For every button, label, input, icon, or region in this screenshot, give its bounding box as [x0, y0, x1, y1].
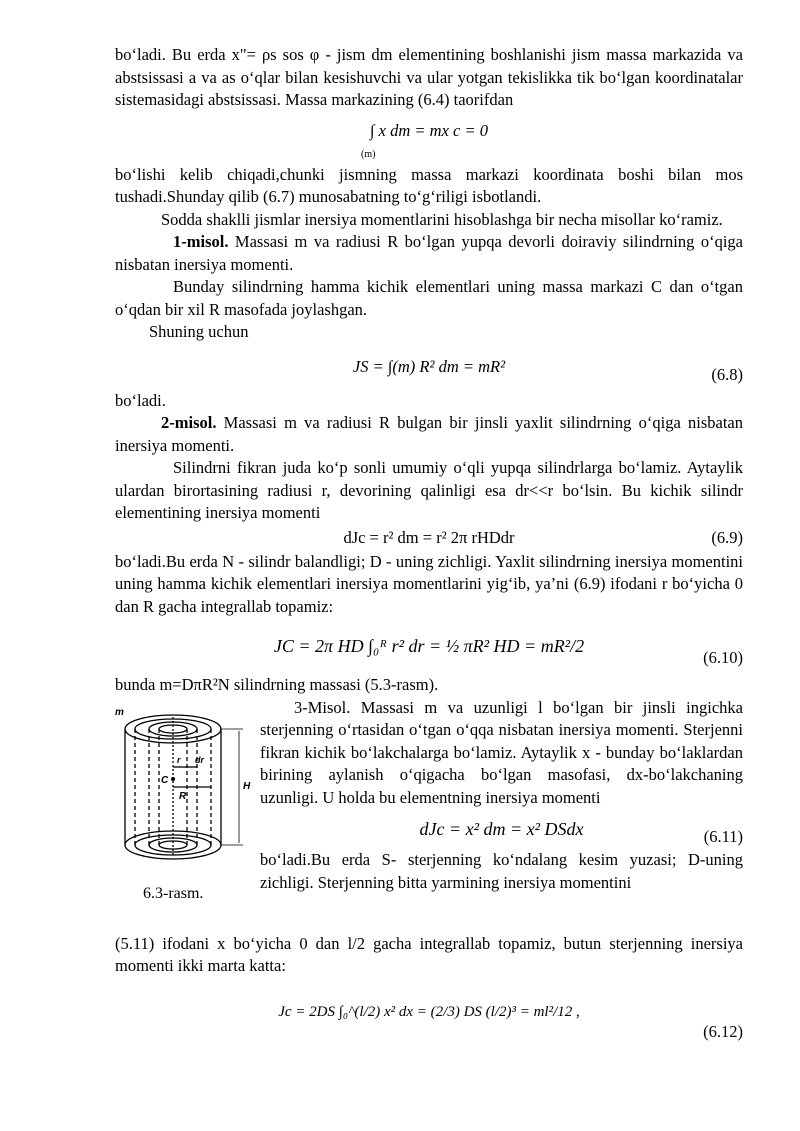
example-2-title: 2-misol. — [161, 413, 217, 432]
figure-label-m: m — [115, 706, 124, 718]
equation-6-10 — [115, 620, 743, 672]
figure-block — [115, 697, 743, 947]
example-3-block — [260, 697, 743, 895]
equation-text: dJc = x² dm = x² DSdx — [419, 819, 584, 839]
paragraph-2: bo‘lishi kelib chiqadi,chunki jismning massa markazi koordinata boshi bilan mos tushadi.Shunday qilib (6.7) munosabatning to‘g‘riligi isbotlandi. — [115, 164, 743, 206]
example-1 — [115, 231, 743, 276]
equation-text: JS = ∫(m) R² dm = mR² — [352, 356, 506, 376]
equation-tail: , — [576, 1003, 580, 1020]
paragraph-1: bo‘ladi. Bu erda x"= ρs sos φ - jism dm elementining boshlanishi jism massa markazida va abstsissasi a va as o‘qlar bilan kesishuvchi va ular yotgan tekislikka tik bo‘lgan koordinatalar sistemasidagi abstsissasi. Massa markazining (6.4) taorifdan — [115, 45, 743, 109]
example-2 — [115, 412, 743, 457]
figure-label-dr: dr — [195, 754, 204, 765]
figure-label-R: R — [179, 790, 187, 802]
paragraph-3: Sodda shaklli jismlar inersiya momentlarini hisoblashga bir necha misollar ko‘ramiz. — [161, 209, 723, 229]
equation-text: Jc = 2DS ∫₀^(l/2) x² dx = (2/3) DS (l/2)³ = ml²/12 — [278, 1003, 573, 1020]
equation-number: (6.8) — [711, 364, 743, 384]
figure-caption: 6.3-rasm. — [143, 884, 204, 902]
equation-6-11 — [260, 811, 743, 847]
figure-label-H: H — [243, 780, 251, 792]
equation-6-12 — [115, 980, 743, 1044]
equation-text: ∫ x dm = mx c = 0 — [370, 120, 488, 140]
paragraph-9: bunda m=DπR²N silindrning massasi (5.3-rasm). — [115, 675, 439, 694]
equation-mass-center — [115, 114, 743, 162]
paragraph-4: Bunday silindrning hamma kichik elementlari uning massa markazi C dan o‘tgan o‘qdan bir xil R masofada joylashgan. — [115, 277, 743, 319]
example-1-title: 1-misol. — [173, 232, 229, 251]
example-3: 3-Misol. Massasi m va uzunligi l bo‘lgan bir jinsli ingichka sterjenning o‘rtasidan o‘tgan o‘qqa nisbatan inersiya momenti. Sterjenni fikran kichik bo‘lakchalarga bo‘lamiz. Aytaylik x - bunday bo‘laklardan birining aylanish o‘qigacha bo‘lgan masofasi, dx-bo‘lakchaning uzunligi. U holda bu elementning inersiya momenti — [260, 697, 743, 807]
paragraph-7: Silindrni fikran juda ko‘p sonli umumiy o‘qli yupqa silindrlarga bo‘lamiz. Aytaylik ulardan birortasining radiusi r, devorining qalinligi esa dr<<r bo‘lsin. Bu kichik silindr elementining inersiya momenti — [115, 458, 743, 522]
paragraph-6: bo‘ladi. — [115, 390, 166, 410]
equation-subscript: (m) — [361, 148, 376, 160]
figure-cylinder — [115, 707, 255, 884]
equation-text: dJc = r² dm = r² 2π rHDdr — [343, 527, 515, 547]
equation-6-8 — [115, 346, 743, 388]
paragraph-8: bo‘ladi.Bu erda N - silindr balandligi; D - uning zichligi. Yaxlit silindrning inersiya momentini uning hamma kichik elementlari inersiya momentlarini yig‘ib, ya’ni (6.9) ifodani r bo‘yicha 0 dan R gacha integrallab topamiz: — [115, 551, 743, 616]
equation-number: (6.9) — [711, 527, 743, 547]
paragraph-5: Shuning uchun — [149, 322, 249, 341]
paragraph-10-end: (5.11) ifodani x bo‘yicha 0 dan l/2 gacha integrallab topamiz, butun sterjenning inersiya momenti ikki marta katta: — [115, 933, 743, 975]
paragraph-10-start: bo‘ladi.Bu erda S- sterjenning ko‘ndalang kesim yuzasi; D-uning zichligi. Sterjenning bitta yarmining inersiya momentini — [260, 850, 743, 892]
example-1-text: Massasi m va radiusi R bo‘lgan yupqa devorli doiraviy silindrning o‘qiga nisbatan inersiya momenti. — [115, 232, 743, 274]
document-page — [115, 44, 743, 1046]
figure-label-C: C — [161, 774, 169, 786]
equation-number: (6.12) — [703, 1021, 743, 1041]
hollow-cylinder-diagram — [115, 707, 255, 877]
equation-number: (6.11) — [703, 827, 743, 846]
equation-6-9 — [115, 527, 743, 549]
example-2-text: Massasi m va radiusi R bulgan bir jinsli yaxlit silindrning o‘qiga nisbatan inersiya momenti. — [115, 413, 743, 455]
equation-number: (6.10) — [703, 648, 743, 667]
figure-label-r: r — [177, 754, 181, 765]
equation-text: JC = 2π HD ∫₀ᴿ r² dr = ½ πR² HD = mR²/2 — [273, 636, 585, 656]
